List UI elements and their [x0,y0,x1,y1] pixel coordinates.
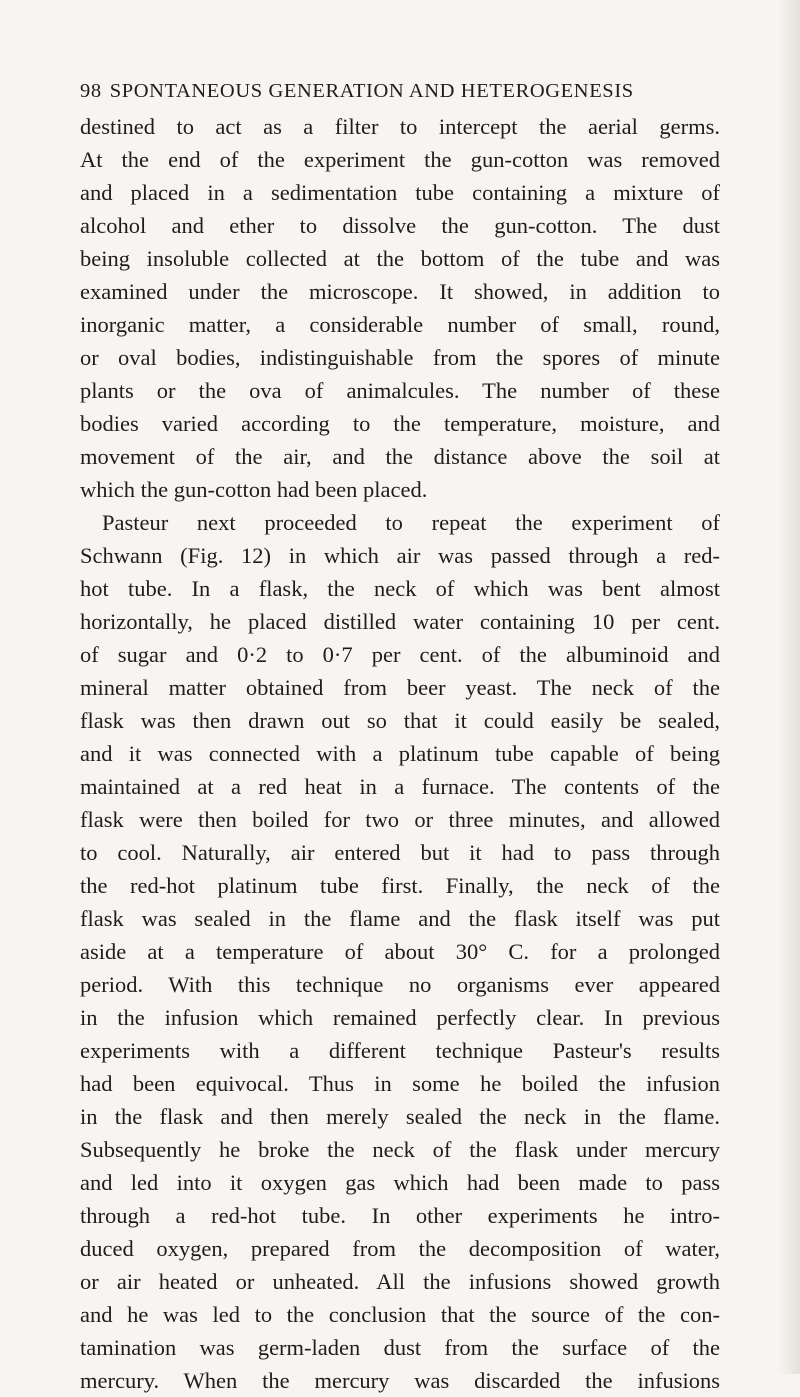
text-line: in the flask and then merely sealed the neck in the flame. [80,1104,720,1129]
text-line: experiments with a different technique Pasteur's results [80,1038,720,1063]
text-line: and it was connected with a platinum tube capable of being [80,741,720,766]
text-line: of sugar and 0·2 to 0·7 per cent. of the albuminoid and [80,642,720,667]
text-line: destined to act as a filter to intercept the aerial germs. [80,114,720,139]
text-line: which the gun-cotton had been placed. [80,477,428,502]
page-number: 98 [80,80,102,102]
text-line: Pasteur next proceeded to repeat the experiment of [102,510,720,535]
text-line: flask was then drawn out so that it could easily be sealed, [80,708,720,733]
text-line: maintained at a red heat in a furnace. The contents of the [80,774,720,799]
text-line: being insoluble collected at the bottom of the tube and was [80,246,720,271]
text-line: inorganic matter, a considerable number of small, round, [80,312,720,337]
running-head [80,80,720,103]
text-line: movement of the air, and the distance above the soil at [80,444,720,469]
text-line: plants or the ova of animalcules. The number of these [80,378,720,403]
text-line: aside at a temperature of about 30° C. for a prolonged [80,939,720,964]
text-line: examined under the microscope. It showed, in addition to [80,279,720,304]
body-text [80,110,720,1397]
text-line: through a red-hot tube. In other experiments he intro- [80,1203,720,1228]
text-line: to cool. Naturally, air entered but it had to pass through [80,840,720,865]
text-line: flask was sealed in the flame and the flask itself was put [80,906,720,931]
text-line: horizontally, he placed distilled water containing 10 per cent. [80,609,720,634]
text-line: the red-hot platinum tube first. Finally, the neck of the [80,873,720,898]
text-line: Schwann (Fig. 12) in which air was passed through a red- [80,543,720,568]
text-line: and placed in a sedimentation tube containing a mixture of [80,180,720,205]
text-line: and he was led to the conclusion that the source of the con- [80,1302,720,1327]
text-line: mercury. When the mercury was discarded the infusions [80,1368,720,1393]
text-line: or oval bodies, indistinguishable from the spores of minute [80,345,720,370]
text-line: Subsequently he broke the neck of the flask under mercury [80,1137,720,1162]
text-line: hot tube. In a flask, the neck of which was bent almost [80,576,720,601]
text-line: period. With this technique no organisms ever appeared [80,972,720,997]
text-line: flask were then boiled for two or three minutes, and allowed [80,807,720,832]
running-title: SPONTANEOUS GENERATION AND HETEROGENESIS [109,80,634,102]
text-line: alcohol and ether to dissolve the gun-cotton. The dust [80,213,720,238]
text-line: had been equivocal. Thus in some he boiled the infusion [80,1071,720,1096]
text-line: and led into it oxygen gas which had been made to pass [80,1170,720,1195]
text-line: mineral matter obtained from beer yeast. The neck of the [80,675,720,700]
text-line: tamination was germ-laden dust from the surface of the [80,1335,720,1360]
text-line: or air heated or unheated. All the infusions showed growth [80,1269,720,1294]
text-line: bodies varied according to the temperature, moisture, and [80,411,720,436]
text-line: duced oxygen, prepared from the decomposition of water, [80,1236,720,1261]
page-edge-shadow [778,0,800,1374]
text-line: in the infusion which remained perfectly clear. In previous [80,1005,720,1030]
text-line: At the end of the experiment the gun-cotton was removed [80,147,720,172]
